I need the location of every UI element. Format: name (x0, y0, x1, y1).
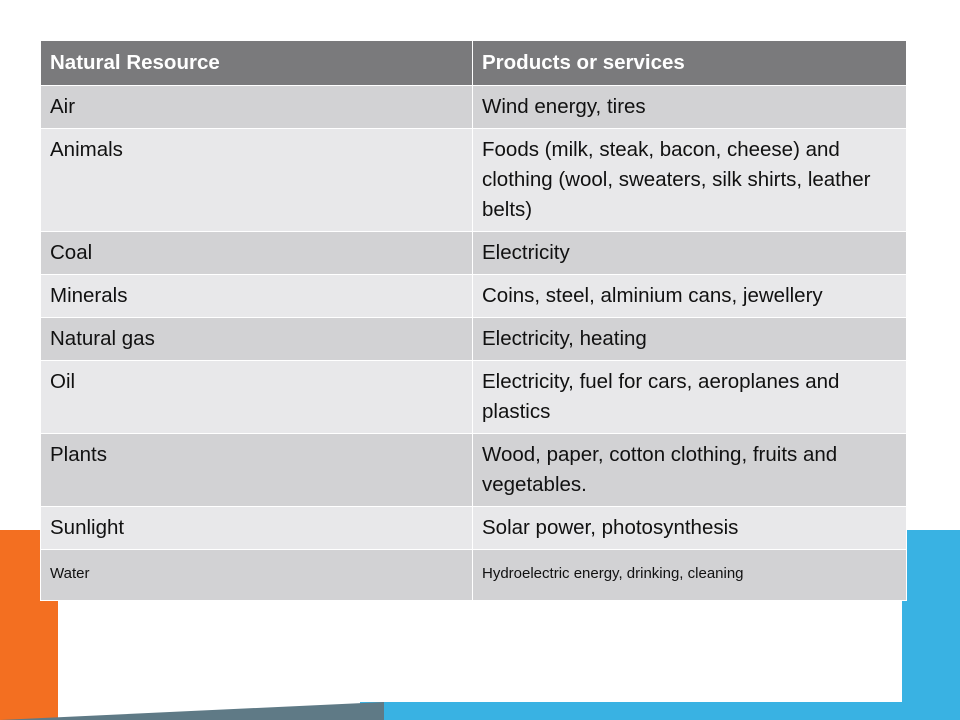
blue-accent-shape (902, 530, 960, 720)
products-cell: Electricity, fuel for cars, aeroplanes and plastics (473, 361, 907, 434)
products-cell: Wind energy, tires (473, 86, 907, 129)
table-row (41, 318, 907, 361)
resource-cell: Natural gas (41, 318, 473, 361)
table-row (41, 361, 907, 434)
products-cell: Coins, steel, alminium cans, jewellery (473, 275, 907, 318)
resource-cell: Animals (41, 129, 473, 232)
resource-cell: Plants (41, 434, 473, 507)
resource-cell: Water (41, 550, 473, 601)
products-cell: Electricity, heating (473, 318, 907, 361)
products-cell: Foods (milk, steak, bacon, cheese) and clothing (wool, sweaters, silk shirts, leather belts) (473, 129, 907, 232)
table-row (41, 507, 907, 550)
resource-cell: Oil (41, 361, 473, 434)
table-row (41, 275, 907, 318)
products-cell: Electricity (473, 232, 907, 275)
table-row (41, 550, 907, 601)
resource-cell: Coal (41, 232, 473, 275)
bottom-blue-band (360, 702, 960, 720)
table-row (41, 434, 907, 507)
resource-cell: Sunlight (41, 507, 473, 550)
table-row (41, 86, 907, 129)
products-cell: Hydroelectric energy, drinking, cleaning (473, 550, 907, 601)
resource-cell: Minerals (41, 275, 473, 318)
resources-table (40, 40, 907, 601)
column-header-resource: Natural Resource (41, 41, 473, 86)
table-row (41, 232, 907, 275)
table-header-row (41, 41, 907, 86)
table-row (41, 129, 907, 232)
column-header-products: Products or services (473, 41, 907, 86)
products-cell: Wood, paper, cotton clothing, fruits and vegetables. (473, 434, 907, 507)
products-cell: Solar power, photosynthesis (473, 507, 907, 550)
resource-cell: Air (41, 86, 473, 129)
